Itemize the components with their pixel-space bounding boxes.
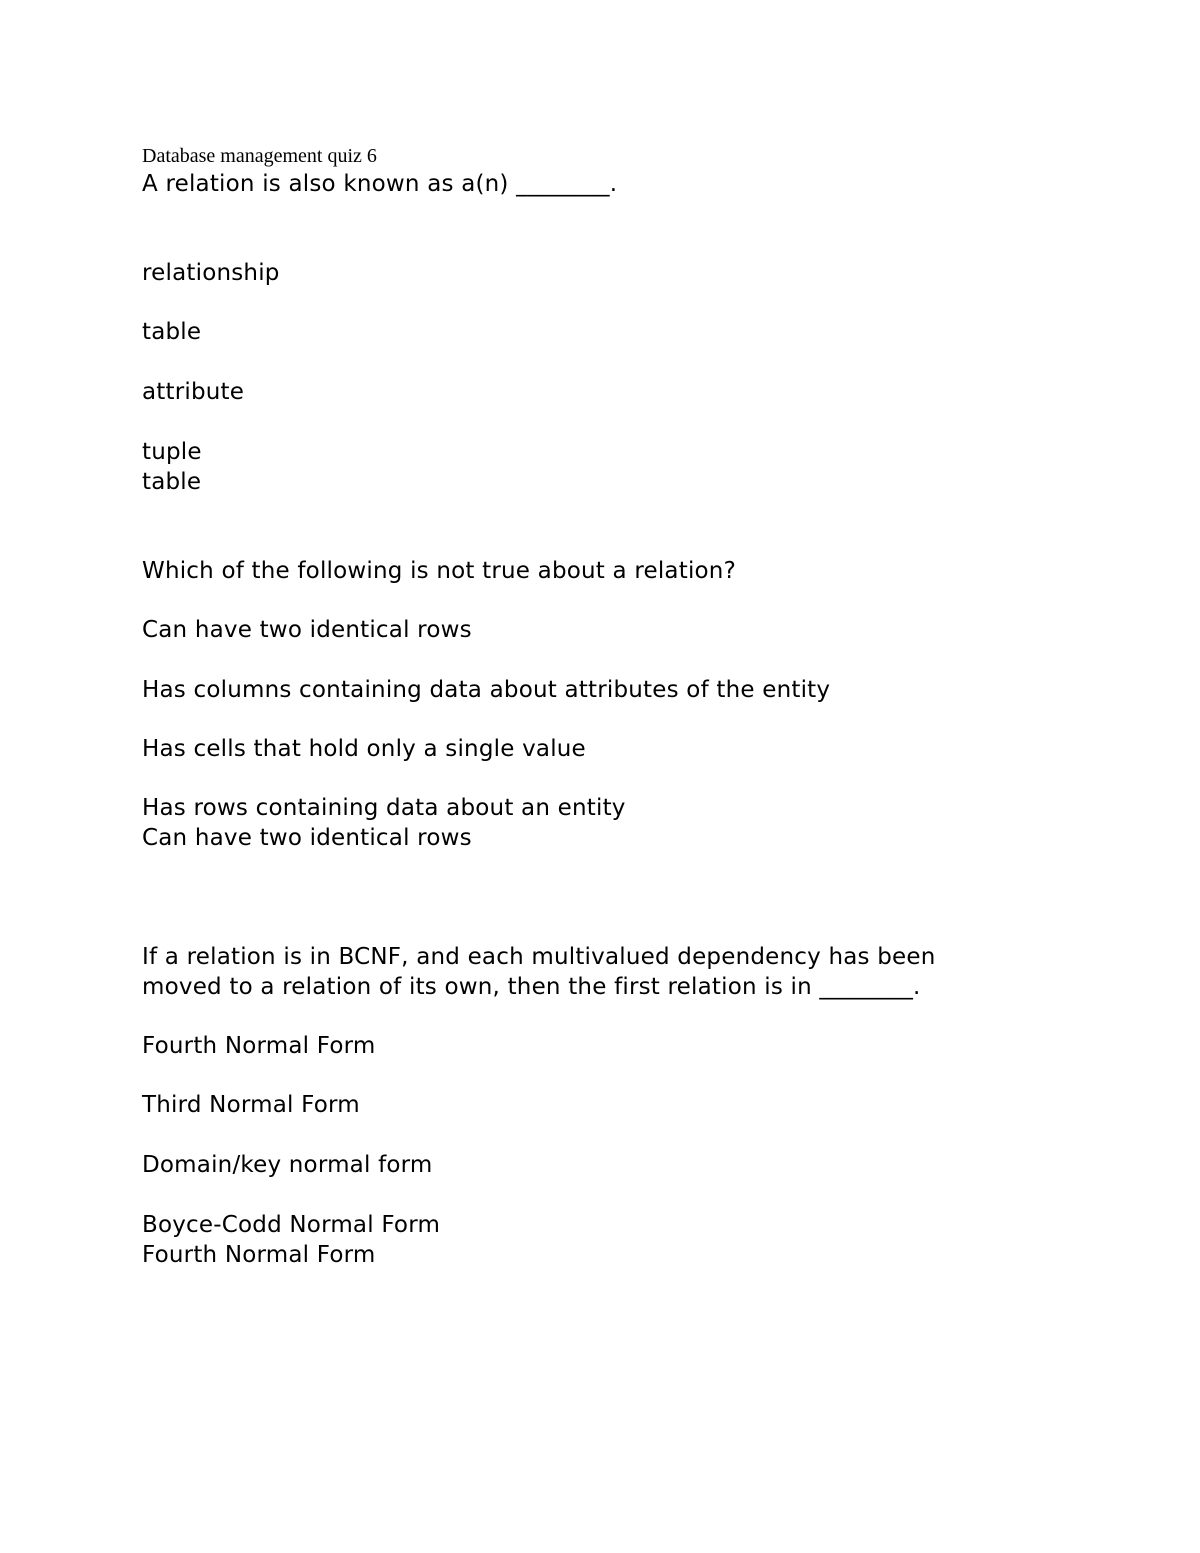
question-3-option-1: Fourth Normal Form	[142, 1033, 376, 1059]
document-title: Database management quiz 6	[142, 145, 377, 167]
question-1-prompt: A relation is also known as a(n) ________.	[142, 171, 618, 197]
question-2-option-1: Can have two identical rows	[142, 617, 472, 643]
question-3-prompt-line-2: moved to a relation of its own, then the first relation is in ________.	[142, 974, 921, 1000]
question-1-answer: table	[142, 469, 202, 495]
question-1-option-4: tuple	[142, 439, 202, 465]
question-2-answer: Can have two identical rows	[142, 825, 472, 851]
question-2-option-2: Has columns containing data about attributes of the entity	[142, 677, 831, 703]
question-3-option-3: Domain/key normal form	[142, 1152, 433, 1178]
question-3-option-2: Third Normal Form	[142, 1092, 360, 1118]
question-1-option-3: attribute	[142, 379, 245, 405]
question-2-option-3: Has cells that hold only a single value	[142, 736, 586, 762]
question-1-option-2: table	[142, 319, 202, 345]
question-3-prompt-line-1: If a relation is in BCNF, and each multivalued dependency has been	[142, 944, 936, 970]
question-3-option-4: Boyce-Codd Normal Form	[142, 1212, 441, 1238]
question-2-option-4: Has rows containing data about an entity	[142, 795, 626, 821]
question-2-prompt: Which of the following is not true about a relation?	[142, 558, 736, 584]
question-3-answer: Fourth Normal Form	[142, 1242, 376, 1268]
question-1-option-1: relationship	[142, 260, 280, 286]
